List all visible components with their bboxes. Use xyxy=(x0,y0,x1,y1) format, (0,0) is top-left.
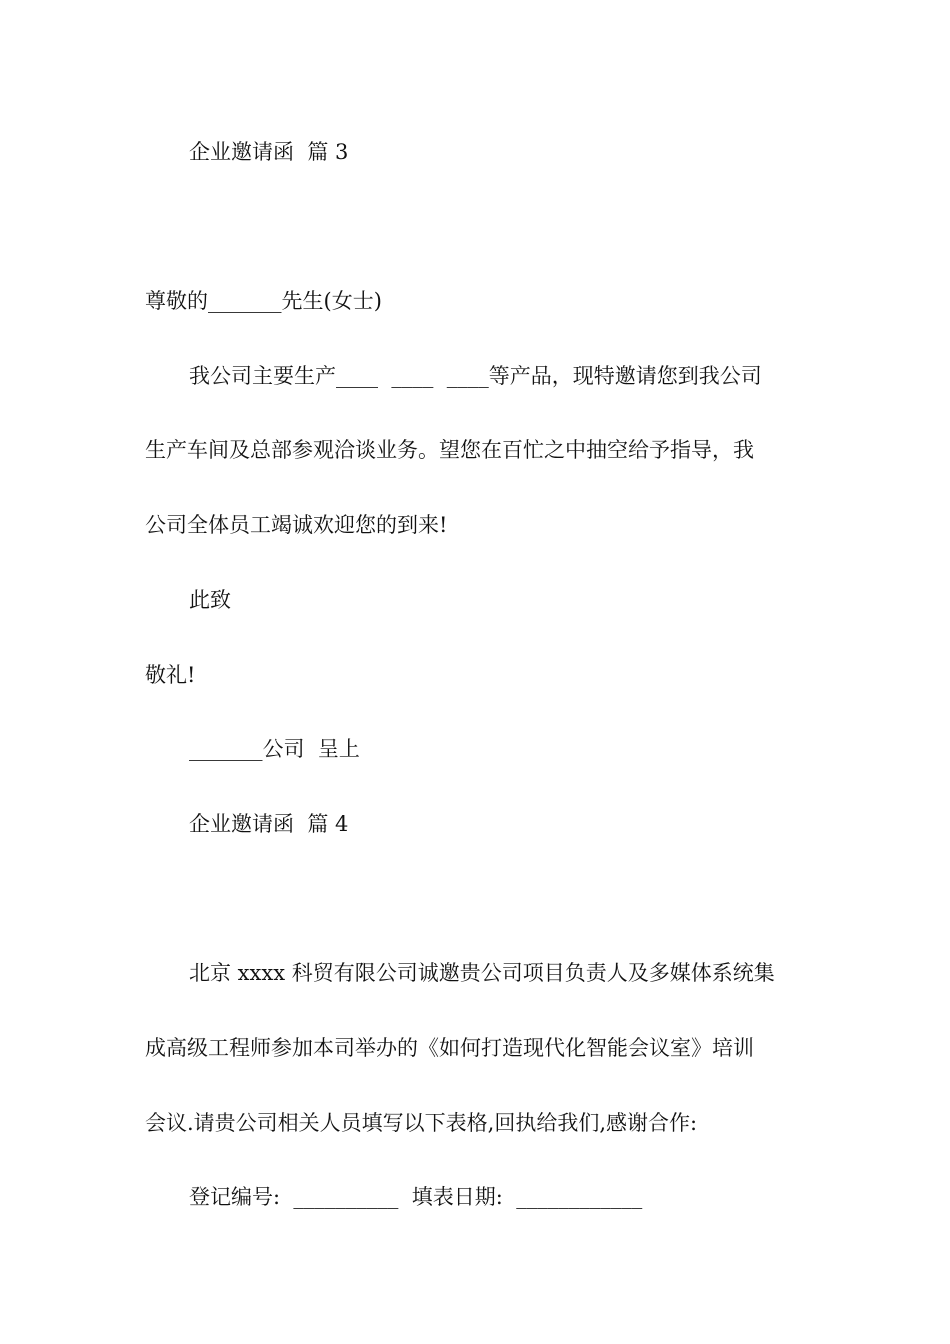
section4-paragraph-line-1: 北京 xxxx 科贸有限公司诚邀贵公司项目负责人及多媒体系统集 xyxy=(189,961,775,985)
signature-line: _______公司 呈上 xyxy=(189,737,360,761)
section4-paragraph-line-2: 成高级工程师参加本司举办的《如何打造现代化智能会议室》培训 xyxy=(145,1036,754,1060)
salutation: 尊敬的_______先生(女士) xyxy=(145,289,382,313)
section4-heading: 企业邀请函 篇 4 xyxy=(189,812,349,836)
registration-form-line: 登记编号: __________ 填表日期: ____________ xyxy=(189,1185,643,1209)
section3-heading: 企业邀请函 篇 3 xyxy=(189,140,349,164)
section4-paragraph-line-3: 会议.请贵公司相关人员填写以下表格,回执给我们,感谢合作: xyxy=(145,1111,698,1135)
section3-paragraph-line-3: 公司全体员工竭诚欢迎您的到来! xyxy=(145,513,448,537)
section3-paragraph-line-2: 生产车间及总部参观洽谈业务。望您在百忙之中抽空给予指导，我 xyxy=(145,438,754,462)
closing-salute: 敬礼! xyxy=(145,663,196,687)
closing-greeting: 此致 xyxy=(189,588,231,612)
section3-paragraph-line-1: 我公司主要生产____ ____ ____等产品，现特邀请您到我公司 xyxy=(189,364,762,388)
